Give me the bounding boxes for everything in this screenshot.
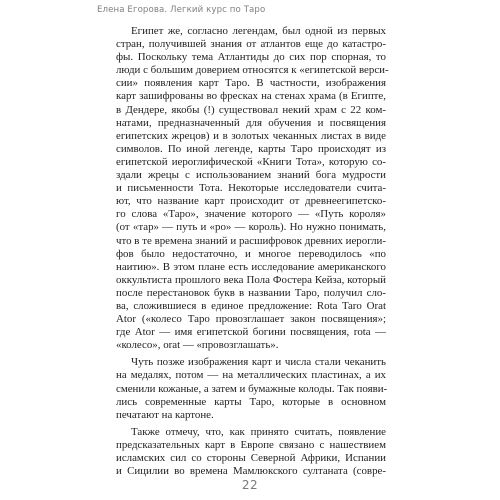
text-line: лись современные карты Таро, которые в основном: [116, 395, 386, 408]
text-line: люди с большим доверием относятся к «египетской верси-: [116, 64, 389, 77]
text-line: карт зашифрованы во фресках на стенах храма (в Египте,: [116, 90, 386, 103]
paragraph-3: [116, 426, 386, 478]
text-line: сии» появления карт Таро. В частности, изображения: [116, 77, 386, 90]
text-line: на медалях, потом — на металлических пластинах, а их: [116, 369, 386, 382]
text-line: фов было недостаточно, и многое переводилось «по: [116, 247, 386, 260]
text-line: печатают на картоне.: [116, 408, 214, 421]
text-line: после перестановок букв в названии Таро, получил сло-: [116, 286, 386, 299]
text-line: ва, сложившиеся в единое предложение: Rota Taro Orat: [116, 299, 386, 312]
text-line: наитию». В этом плане есть исследование американского: [116, 260, 386, 273]
page-number: 22: [241, 478, 259, 492]
text-line: символов. По иной легенде, карты Таро происходят из: [116, 142, 386, 155]
text-line: натами, предназначенный для обучения и посвящения: [116, 116, 386, 129]
paragraph-1: [116, 25, 389, 352]
text-line: го слова «Таро», значение которого — «Путь короля»: [116, 208, 386, 221]
text-line: Ator («колесо Таро провозглашает закон посвящения»;: [116, 313, 386, 326]
text-line: фы. Поскольку тема Атлантиды до сих пор спорная, то: [116, 51, 386, 64]
text-line: где Ator — имя египетской богини посвящения, rota —: [116, 326, 386, 339]
text-line: в Дендере, якобы (!) существовал некий храм с 22 ком-: [116, 103, 386, 116]
text-line: Египет же, согласно легендам, был одной из первых: [131, 25, 386, 37]
text-line: «колесо», orat — «провозглашать».: [116, 339, 279, 352]
text-line: здали жрецы с использованием знаний бога мудрости: [116, 169, 386, 182]
running-header: Елена Егорова. Легкий курс по Таро: [97, 5, 266, 15]
paragraph-2: [116, 356, 386, 421]
text-line: стран, получившей знания от атлантов еще до катастро-: [116, 38, 386, 51]
text-line: оккультиста прошлого века Пола Фостера Кейза, который: [116, 273, 386, 286]
text-line: египетских жрецов) и в золотых чеканных листах в виде: [116, 129, 386, 142]
text-line: и Сицилии во времена Мамлюкского султаната (совре-: [116, 465, 386, 478]
text-line: Также отмечу, что, как принято считать, появление: [131, 425, 386, 438]
body-text: [116, 25, 389, 478]
text-line: (от «тар» — путь и «ро» — король). Но нужно понимать,: [116, 221, 386, 234]
text-line: ют, что название карт происходит от древнеегипетско-: [116, 195, 386, 208]
text-line: предсказательных карт в Европе связано с нашествием: [116, 438, 386, 451]
text-line: Чуть позже изображения карт и числа стали чеканить: [131, 356, 386, 369]
text-line: исламских сил со стороны Северной Африки, Испании: [116, 452, 386, 464]
text-line: и письменности Тота. Некоторые исследователи счита-: [116, 182, 386, 195]
text-line: сменили кожаные, а затем и бумажные колоды. Так появи-: [116, 382, 388, 395]
text-line: египетской иероглифической «Книги Тота», которую со-: [116, 155, 386, 168]
text-line: что в те времена знаний и расшифровок древних иерогли-: [116, 234, 386, 247]
